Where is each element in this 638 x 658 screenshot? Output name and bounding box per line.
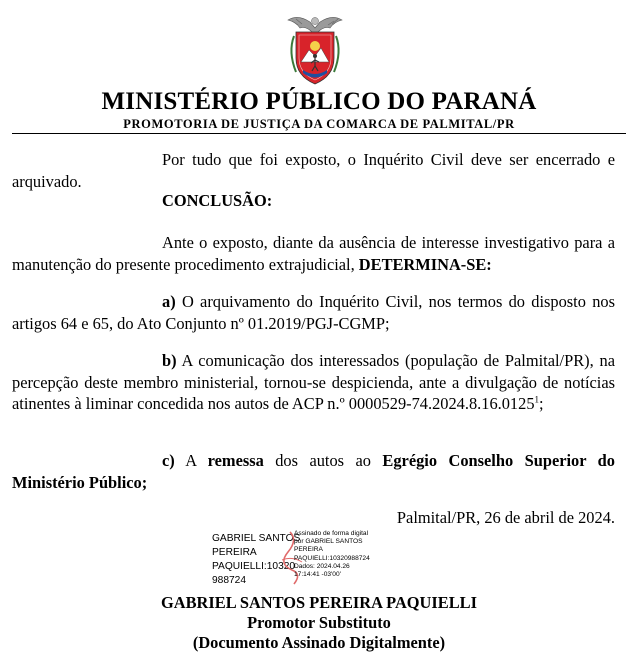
conclusion-heading: CONCLUSÃO: — [162, 191, 273, 210]
organization-subtitle: PROMOTORIA DE JUSTIÇA DA COMARCA DE PALMITAL/PR — [123, 117, 515, 131]
signature-signer-name: GABRIEL SANTOS PEREIRA PAQUIELLI:10320 988724 — [212, 533, 301, 586]
list-item-c: c) A remessa dos autos ao Egrégio Conselho Superior do Ministério Público; — [12, 451, 615, 492]
header-divider — [12, 133, 626, 134]
paragraph-conclusion-intro: Por tudo que foi exposto, o Inquérito Civil deve ser encerrado e arquivado. — [12, 150, 615, 191]
signer-role: Promotor Substituto — [247, 613, 391, 632]
signer-name: GABRIEL SANTOS PEREIRA PAQUIELLI — [161, 593, 477, 612]
coat-of-arms-icon — [284, 12, 346, 88]
paragraph-determination: Ante o exposto, diante da ausência de interesse investigativo para a manutenção do presente procedimento extrajudicial, DETERMINA-SE: — [12, 233, 615, 274]
place-and-date: Palmital/PR, 26 de abril de 2024. — [396, 508, 615, 527]
digital-signature-note: (Documento Assinado Digitalmente) — [192, 633, 446, 652]
list-item-a: a) O arquivamento do Inquérito Civil, nos termos do disposto nos artigos 64 e 65, do Ato Conjunto nº 01.2019/PGJ-CGMP; — [12, 292, 615, 333]
signature-details: Assinado de forma digital por GABRIEL SANTOS PEREIRA PAQUIELLI:10320988724 Dados: 2024.04.26 17:14:41 -03'00' — [294, 530, 370, 579]
organization-title: MINISTÉRIO PÚBLICO DO PARANÁ — [101, 88, 537, 115]
list-item-b: b) A comunicação dos interessados (população de Palmital/PR), na percepção deste membro ministerial, tornou-se despicienda, ante a divulgação de notícias atinentes à liminar concedida nos autos de ACP n.º 0000529-74.2024.8.16.0125$^1$; — [12, 351, 615, 413]
footnote-marker[interactable]: 1 — [534, 394, 540, 405]
